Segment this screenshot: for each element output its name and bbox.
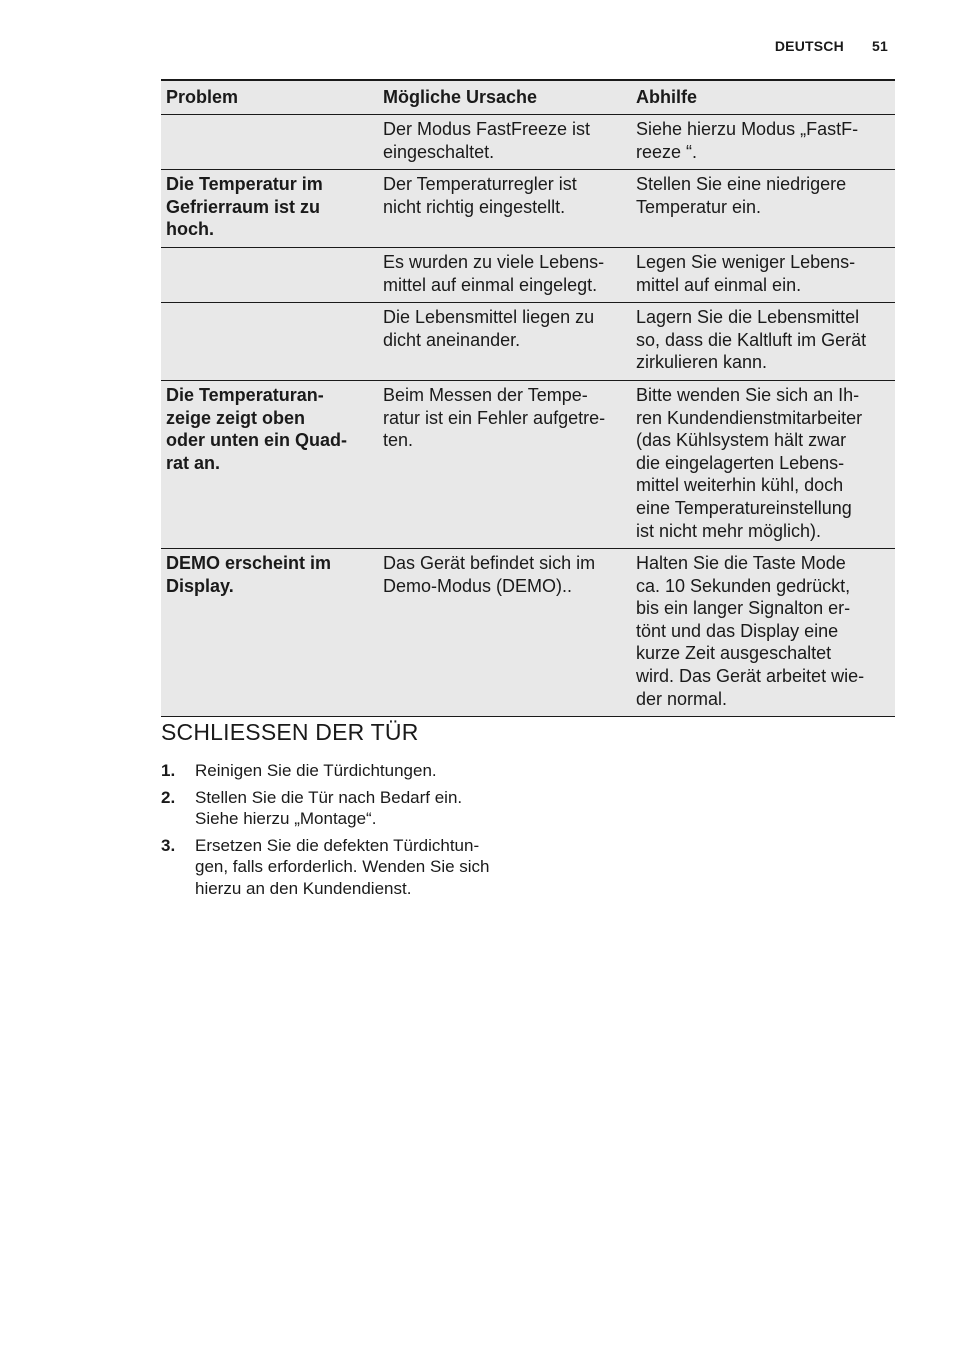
steps-list <box>161 760 490 904</box>
cell-text-line: mittel weiterhin kühl, doch <box>636 475 844 496</box>
cell-text-line: Der Modus FastFreeze ist <box>383 119 591 139</box>
cell-text-line: Die Temperaturan- <box>166 384 324 405</box>
problem-cell <box>161 247 379 302</box>
cell-text-line: Siehe hierzu Modus „FastF- <box>636 119 859 139</box>
cell-text-line: ratur ist ein Fehler aufgetre- <box>383 407 606 428</box>
cell-text-line: ren Kundendienstmitarbeiter <box>636 407 863 428</box>
cell-text-line: Halten Sie die Taste Mode <box>636 553 846 574</box>
step-text <box>195 787 490 830</box>
cell-text-line: Die Temperatur im <box>166 174 323 195</box>
cell-text-line: Gefrierraum ist zu <box>166 196 321 217</box>
table-row <box>161 303 895 381</box>
cell-text-line: oder unten ein Quad- <box>166 430 348 451</box>
cell-text-line: nicht richtig eingestellt. <box>383 196 566 217</box>
table-row <box>161 549 895 717</box>
cell-text-line: ist nicht mehr möglich). <box>636 520 822 541</box>
list-item <box>161 787 490 830</box>
cell-text-line: Bitte wenden Sie sich an Ih- <box>636 384 860 405</box>
cause-cell <box>379 115 632 170</box>
step-text-line: hierzu an den Kundendienst. <box>195 878 412 898</box>
cell-text-line: so, dass die Kaltluft im Gerät <box>636 329 867 350</box>
cell-text-line: eine Temperatureinstellung <box>636 497 852 518</box>
cell-text-line: Lagern Sie die Lebensmittel <box>636 307 860 328</box>
cell-text-line: Legen Sie weniger Lebens- <box>636 251 856 272</box>
problem-cell <box>161 380 379 548</box>
problem-cell <box>161 115 379 170</box>
section-title: SCHLIESSEN DER TÜR <box>161 719 419 745</box>
cell-text-line: Demo-Modus (DEMO).. <box>383 575 573 596</box>
cell-text-line: eingeschaltet. <box>383 141 495 162</box>
troubleshooting-table <box>161 79 895 717</box>
cell-text-line: mittel auf einmal ein. <box>636 274 802 295</box>
problem-cell <box>161 549 379 717</box>
cause-cell <box>379 380 632 548</box>
step-number: 1. <box>161 761 176 780</box>
cell-text-line: Display. <box>166 575 234 596</box>
cell-text-line: wird. Das Gerät arbeitet wie- <box>636 666 865 687</box>
cell-text-line: ten. <box>383 430 414 451</box>
cell-text-line: Der Temperaturregler ist <box>383 174 577 195</box>
cell-text-line: Beim Messen der Tempe- <box>383 384 588 405</box>
cell-text-line: zeige zeigt oben <box>166 407 306 428</box>
cell-text-line: mittel auf einmal eingelegt. <box>383 274 598 295</box>
step-number: 3. <box>161 835 176 855</box>
cell-text-line: Temperatur ein. <box>636 196 762 217</box>
cell-text-line: der normal. <box>636 688 728 709</box>
cell-text-line: rat an. <box>166 452 221 473</box>
step-text-line: gen, falls erforderlich. Wenden Sie sich <box>195 857 490 876</box>
cell-text-line: ca. 10 Sekunden gedrückt, <box>636 575 851 596</box>
cell-text-line: (das Kühlsystem hält zwar <box>636 430 847 451</box>
step-text <box>195 835 490 900</box>
step-text-line: Stellen Sie die Tür nach Bedarf ein. <box>195 787 463 807</box>
remedy-cell <box>632 303 895 381</box>
cause-cell <box>379 303 632 381</box>
cell-text-line: Stellen Sie eine niedrigere <box>636 174 847 195</box>
page-header <box>775 38 888 54</box>
cell-text-line: Das Gerät befindet sich im <box>383 553 596 574</box>
cell-text-line: dicht aneinander. <box>383 329 521 350</box>
remedy-cell <box>632 170 895 248</box>
remedy-cell <box>632 380 895 548</box>
cell-text-line: tönt und das Display eine <box>636 620 839 641</box>
list-item <box>161 835 490 900</box>
remedy-cell <box>632 247 895 302</box>
cell-text-line: zirkulieren kann. <box>636 352 768 373</box>
cause-cell <box>379 247 632 302</box>
cell-text-line: hoch. <box>166 219 214 240</box>
cell-text-line: bis ein langer Signalton er- <box>636 598 851 619</box>
table-row <box>161 247 895 302</box>
cell-text-line: Die Lebensmittel liegen zu <box>383 307 595 328</box>
remedy-cell <box>632 115 895 170</box>
table-row <box>161 380 895 548</box>
cell-text-line: Es wurden zu viele Lebens- <box>383 251 605 272</box>
step-text <box>195 760 490 782</box>
step-text-line: Siehe hierzu „Montage“. <box>195 809 377 828</box>
cell-text-line: kurze Zeit ausgeschaltet <box>636 643 832 664</box>
table-body <box>161 115 895 717</box>
page-number: 51 <box>872 38 888 54</box>
header-language: DEUTSCH <box>774 38 844 54</box>
cell-text-line: reeze “. <box>636 141 698 162</box>
cell-text-line: die eingelagerten Lebens- <box>636 452 845 473</box>
table-row <box>161 115 895 170</box>
table-row <box>161 170 895 248</box>
problem-cell <box>161 303 379 381</box>
column-header-problem: Problem <box>161 80 379 115</box>
column-header-remedy: Abhilfe <box>632 80 895 115</box>
table-header-row <box>161 80 895 115</box>
list-item <box>161 760 490 782</box>
cause-cell <box>379 549 632 717</box>
remedy-cell <box>632 549 895 717</box>
column-header-cause: Mögliche Ursache <box>379 80 632 115</box>
cell-text-line: DEMO erscheint im <box>166 553 332 574</box>
step-text-line: Ersetzen Sie die defekten Türdichtun- <box>195 835 480 855</box>
cause-cell <box>379 170 632 248</box>
problem-cell <box>161 170 379 248</box>
step-number: 2. <box>161 787 176 807</box>
step-text-line: Reinigen Sie die Türdichtungen. <box>195 761 437 780</box>
